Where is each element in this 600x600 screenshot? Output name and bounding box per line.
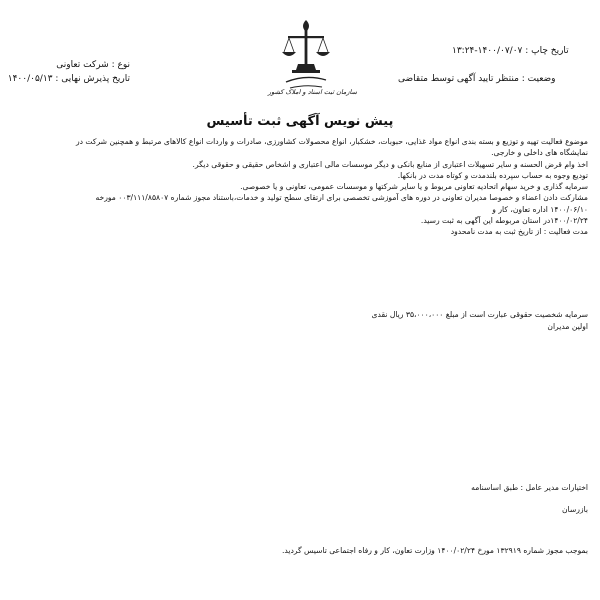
body-line: مشارکت دادن اعضاء و خصوصا مدیران تعاونی در دوره های آموزشی تخصصی برای ارتقای سطح تولید و خدمات،باستناد مجوز شماره ۰۰۳/۱۱۱/۸۵۸۰۷ مورخه [95,193,588,203]
inspectors-heading: بازرسان [561,505,588,514]
status-text: وضعیت : منتظر تایید آگهی توسط متقاضی [398,74,556,84]
page-title: پیش نویس آگهی ثبت تأسیس [206,114,394,129]
founding-permit: بموجب مجوز شماره ۱۳۲۹۱۹ مورخ ۱۴۰۰/۰۲/۲۴ وزارت تعاون، کار و رفاه اجتماعی تاسیس گردید. [281,546,588,555]
body-line: موضوع فعالیت تهیه و توزیع و بسته بندی انواع مواد غذایی، حبوبات، خشکبار، انواع محصولات کشاورزی، صادرات و واردات انواع کالاهای مرتبط و همچنین شرکت در [75,137,588,146]
emblem-caption: سازمان ثبت اسناد و املاک کشور [268,88,357,96]
first-managers-heading: اولین مدیران [547,322,588,331]
company-type: نوع : شرکت تعاونی [56,60,130,70]
judiciary-emblem-icon [276,16,336,98]
body-line: مدت فعالیت : از تاریخ ثبت به مدت نامحدود [450,227,588,237]
body-line: ۱۴۰۰/۰۲/۲۴در استان مربوطه این آگهی به ثبت رسید. [420,216,588,226]
print-date: تاریخ چاپ : ۱۴۰۰/۰۷/۰۷-۱۳:۲۴ [452,46,569,56]
body-line: ۱۴۰۰/۰۶/۱۰ اداره تعاون، کار و [492,204,588,214]
final-acceptance-date: تاریخ پذیرش نهایی : ۱۴۰۰/۰۵/۱۳ [7,74,130,84]
activity-description [8,136,588,238]
body-line: نمایشگاه های داخلی و خارجی. [491,148,588,158]
capital-text: سرمایه شخصیت حقوقی عبارت است از مبلغ ۳۵،۰۰۰،۰۰۰ ریال نقدی [371,310,588,319]
body-line: اخذ وام قرض الحسنه و سایر تسهیلات اعتباری از منابع بانکی و دیگر موسسات مالی اعتباری و اشخاص حقیقی و حقوقی دیگر. [192,159,588,169]
ceo-authority: اختیارات مدیر عامل : طبق اساسنامه [471,483,588,492]
body-line: تودیع وجوه به حساب سپرده بلندمدت و کوتاه مدت در بانکها. [397,170,588,180]
body-line: سرمایه گذاری و خرید سهام اتحادیه تعاونی مربوط و یا سایر شرکتها و موسسات عمومی، تعاونی و یا خصوصی. [240,182,588,192]
